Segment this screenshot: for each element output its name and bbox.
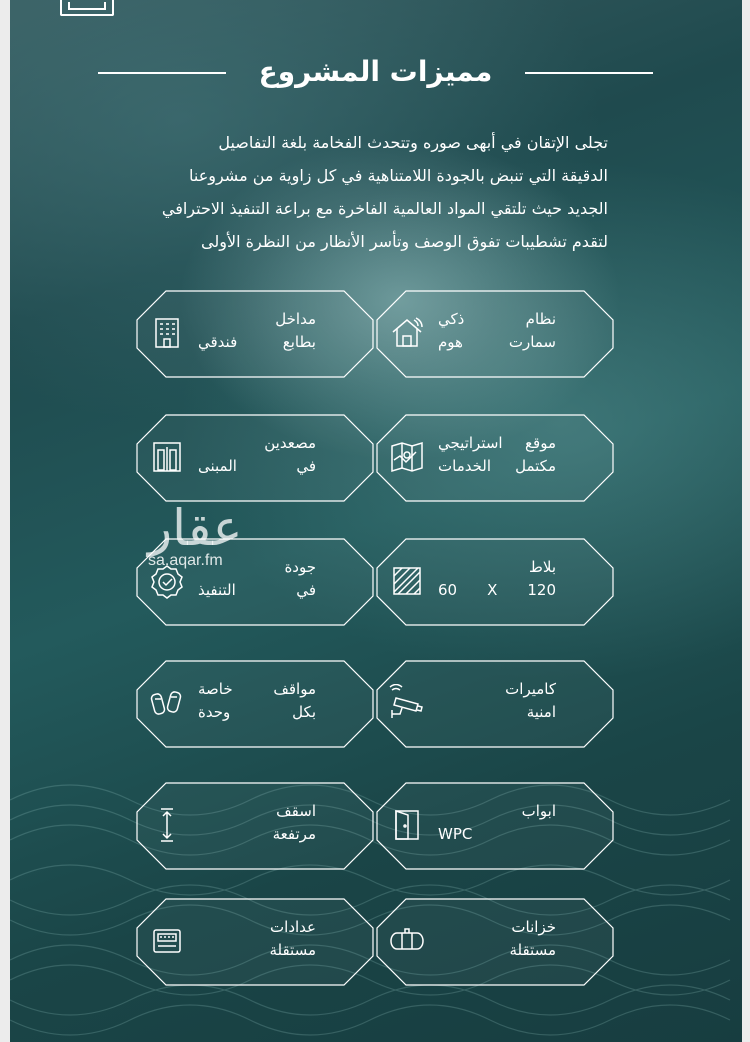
intro-line: الجديد حيث تلتقي المواد العالمية الفاخرة مع براعة التنفيذ الاحترافي: [161, 199, 608, 218]
feature-subtitle: مرتفعة: [272, 825, 316, 843]
feature-title: بلاط: [529, 558, 556, 576]
door-icon: [388, 806, 426, 844]
map-icon: [388, 438, 426, 476]
page-title: مميزات المشروع: [258, 55, 493, 88]
feature-subtitle: WPC: [438, 825, 473, 843]
feature-subtitle: امنية: [526, 703, 556, 721]
left-frame: [0, 0, 10, 1042]
feature-card-elevators: [136, 414, 374, 502]
feature-subtitle: مستقلة: [509, 941, 556, 959]
feature-card-tanks: [376, 898, 614, 986]
feature-card-doors: [376, 782, 614, 870]
intro-line: الدقيقة التي تنبض بالجودة اللامتناهية في كل زاوية من مشروعنا: [189, 166, 608, 185]
feature-title: مداخل: [275, 310, 316, 328]
laptop-icon: [60, 0, 114, 16]
security-camera-icon: [388, 684, 426, 722]
cars-icon: [148, 684, 186, 722]
feature-card-entrances: [136, 290, 374, 378]
feature-subtitle: في التنفيذ: [198, 581, 316, 599]
elevator-icon: [148, 438, 186, 476]
smart-home-icon: [388, 314, 426, 352]
feature-subtitle: 60 X 120: [438, 581, 556, 599]
feature-subtitle: بكل وحدة: [198, 703, 316, 721]
feature-title: مصعدين: [264, 434, 316, 452]
watermark-logo: عقار: [148, 499, 243, 557]
feature-title: عدادات: [270, 918, 316, 936]
feature-title: موقع استراتيجي: [438, 434, 556, 452]
feature-title: خزانات: [511, 918, 556, 936]
intro-paragraph: [108, 126, 608, 258]
feature-title: مواقف خاصة: [198, 680, 316, 698]
feature-card-smart-home: [376, 290, 614, 378]
feature-title: اسقف: [276, 802, 316, 820]
water-tank-icon: [388, 922, 426, 960]
title-block: [98, 52, 653, 92]
feature-title: نظام ذكي: [438, 310, 556, 328]
feature-card-parking: [136, 660, 374, 748]
watermark: [148, 500, 243, 570]
intro-line: لتقدم تشطيبات تفوق الوصف وتأسر الأنظار من النظرة الأولى: [201, 232, 608, 251]
feature-card-cameras: [376, 660, 614, 748]
feature-card-meters: [136, 898, 374, 986]
building-icon: [148, 314, 186, 352]
height-arrow-icon: [148, 806, 186, 844]
feature-title: كاميرات: [505, 680, 556, 698]
tiles-icon: [388, 562, 426, 600]
feature-subtitle: مستقلة: [269, 941, 316, 959]
feature-card-tiles: [376, 538, 614, 626]
meter-icon: [148, 922, 186, 960]
feature-card-ceilings: [136, 782, 374, 870]
feature-subtitle: مكتمل الخدمات: [438, 457, 556, 475]
feature-card-location: [376, 414, 614, 502]
watermark-url: sa.aqar.fm: [148, 552, 223, 569]
feature-title: جودة: [284, 558, 316, 576]
feature-subtitle: في المبنى: [198, 457, 316, 475]
feature-title: ابواب: [521, 802, 556, 820]
feature-subtitle: سمارت هوم: [438, 333, 556, 351]
intro-line: تجلى الإتقان في أبهى صوره وتتحدث الفخامة بلغة التفاصيل: [218, 133, 608, 152]
right-frame: [742, 0, 750, 1042]
feature-subtitle: بطابع فندقي: [198, 333, 316, 351]
